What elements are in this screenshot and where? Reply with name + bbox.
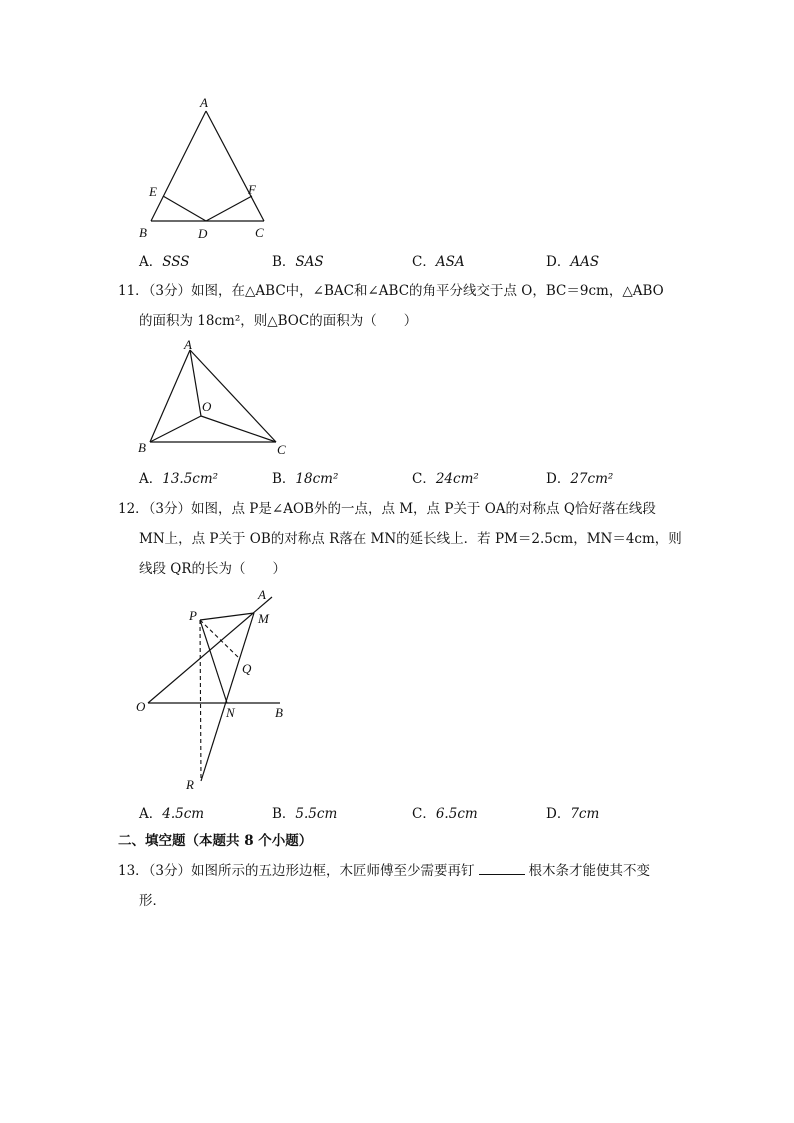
q10-option-b: B．SAS — [272, 254, 324, 270]
q12-option-a: A．4.5cm — [139, 806, 205, 822]
q11-label-a: A — [184, 337, 192, 352]
q10-option-a: A．SSS — [139, 254, 190, 270]
q12-label-p: P — [189, 608, 197, 623]
q13-stem-line2: 形． — [139, 893, 166, 909]
q10-option-d: D．AAS — [546, 254, 600, 270]
q13-text-before-blank: 13．（3分）如图所示的五边形边框，木匠师傅至少需要再钉 — [118, 863, 475, 879]
q12-line-pn — [200, 620, 227, 703]
q10-line-ed — [163, 196, 206, 221]
q13-answer-blank — [479, 862, 525, 875]
q10-figure — [130, 90, 290, 245]
q11-option-d: D．27cm² — [546, 471, 614, 487]
q12-label-r: R — [186, 777, 194, 792]
q12-label-o: O — [136, 699, 146, 714]
q12-label-n: N — [226, 705, 235, 720]
q11-line-co — [201, 416, 276, 442]
q12-label-q: Q — [242, 661, 252, 676]
q11-line-ab — [150, 350, 190, 442]
q10-label-b: B — [139, 225, 147, 240]
q12-label-a: A — [258, 587, 266, 602]
q11-figure — [130, 336, 300, 461]
q11-label-c: C — [277, 442, 286, 457]
q12-option-c: C．6.5cm — [412, 806, 478, 822]
q11-option-b: B．18cm² — [272, 471, 339, 487]
q11-line-ac — [190, 350, 276, 442]
q12-dashed-pr — [200, 620, 201, 781]
q10-label-c: C — [255, 225, 264, 240]
q12-stem-line3: 线段 QR的长为（ ） — [139, 561, 287, 577]
q11-line-bo — [150, 416, 201, 442]
q12-option-b: B．5.5cm — [272, 806, 338, 822]
section2-heading: 二、填空题（本题共 8 个小题） — [118, 833, 313, 849]
q11-stem-line2: 的面积为 18cm²，则△BOC的面积为（ ） — [139, 313, 418, 329]
q11-option-a: A．13.5cm² — [139, 471, 219, 487]
q11-label-b: B — [138, 440, 146, 455]
q13-stem-line1 — [118, 862, 650, 880]
q11-label-o: O — [202, 399, 212, 414]
q10-line-fd — [206, 196, 252, 221]
q12-label-b: B — [275, 705, 283, 720]
q10-label-f: F — [248, 182, 256, 197]
q12-line-mr — [201, 613, 254, 781]
q12-label-m: M — [258, 611, 269, 626]
q10-label-a: A — [200, 95, 208, 110]
q10-label-d: D — [198, 226, 208, 241]
q10-label-e: E — [149, 184, 157, 199]
q13-text-after-blank: 根木条才能使其不变 — [528, 863, 651, 879]
q10-line-ac — [206, 111, 264, 221]
q11-stem-line1: 11．（3分）如图，在△ABC中，∠BAC和∠ABC的角平分线交于点 O，BC＝9cm，△ABO — [118, 283, 664, 299]
q12-option-d: D．7cm — [546, 806, 600, 822]
q11-option-c: C．24cm² — [412, 471, 479, 487]
q12-stem-line1: 12．（3分）如图，点 P是∠AOB外的一点，点 M，点 P关于 OA的对称点 Q恰好落在线段 — [118, 501, 656, 517]
q10-option-c: C．ASA — [412, 254, 465, 270]
q12-stem-line2: MN上，点 P关于 OB的对称点 R落在 MN的延长线上．若 PM＝2.5cm，MN＝4cm，则 — [139, 531, 682, 547]
q12-figure — [130, 585, 300, 795]
